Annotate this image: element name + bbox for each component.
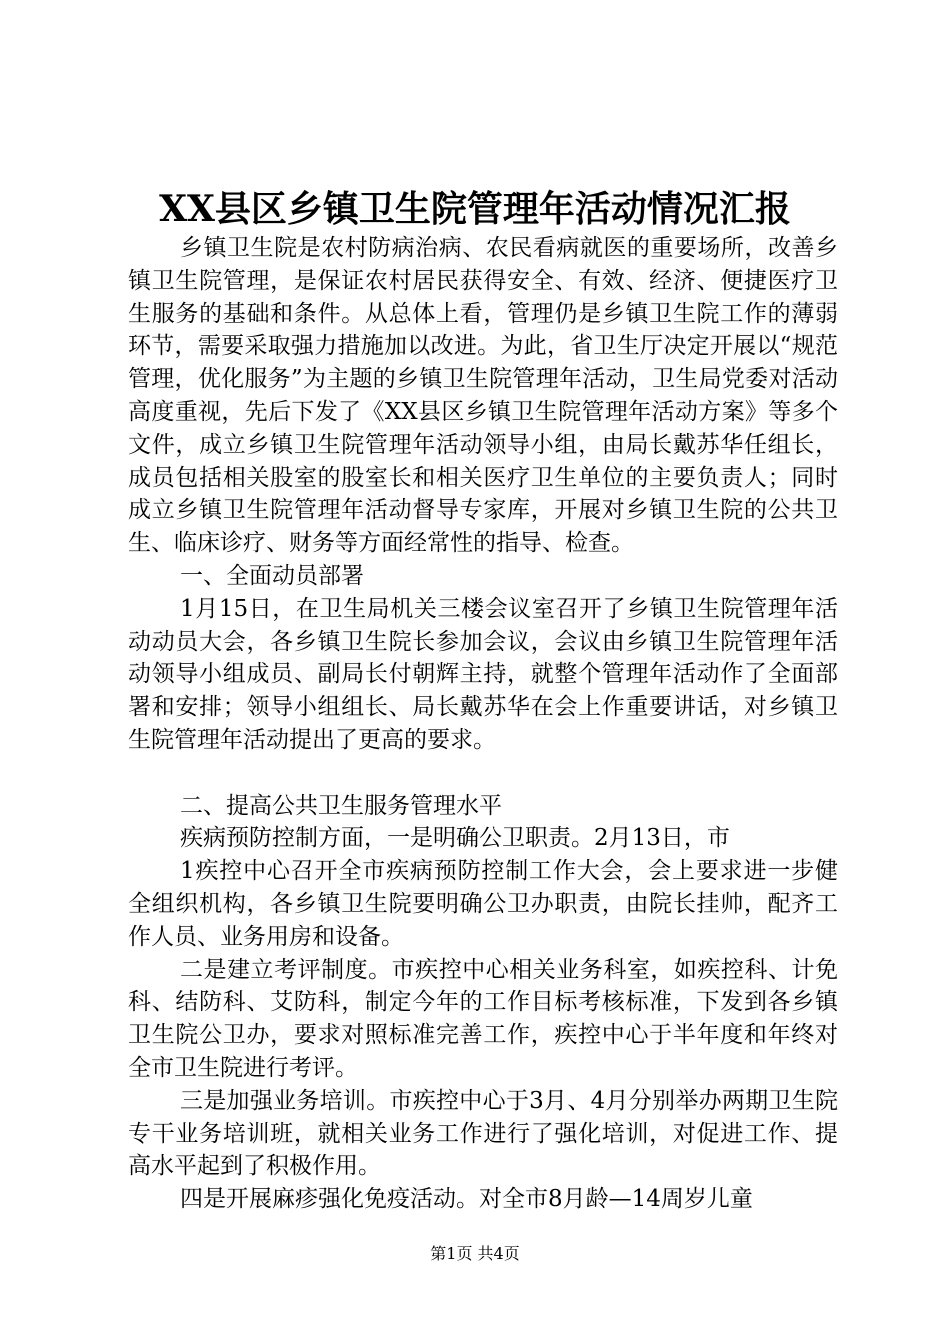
section-heading-1: 一、全面动员部署: [180, 562, 364, 589]
section-heading-2: 二、提高公共卫生服务管理水平: [180, 792, 502, 819]
paragraph-intro: 乡镇卫生院是农村防病治病、农民看病就医的重要场所，改善乡镇卫生院管理，是保证农村居民获得安全、有效、经济、便捷医疗卫生服务的基础和条件。从总体上看，管理仍是乡镇卫生院工作的薄弱环节，需要采取强力措施加以改进。为此，省卫生厅决定开展以“规范管理，优化服务”为主题的乡镇卫生院管理年活动，卫生局党委对活动高度重视，先后下发了《XX县区乡镇卫生院管理年活动方案》等多个文件，成立乡镇卫生院管理年活动领导小组，由局长戴苏华任组长，成员包括相关股室的股室长和相关医疗卫生单位的主要负责人；同时成立乡镇卫生院管理年活动督导专家库，开展对乡镇卫生院的公共卫生、临床诊疗、财务等方面经常性的指导、检查。: [128, 235, 838, 557]
page-footer: 第1页 共4页: [430, 1244, 520, 1263]
document-body: [128, 232, 838, 1216]
paragraph-disease-control: 疾病预防控制方面，一是明确公卫职责。2月13日，市: [180, 825, 730, 852]
paragraph-cdc-meeting: 1疾控中心召开全市疾病预防控制工作大会，会上要求进一步健全组织机构，各乡镇卫生院要明确公卫办职责，由院长挂帅，配齐工作人员、业务用房和设备。: [128, 858, 838, 950]
document-title: XX县区乡镇卫生院管理年活动情况汇报: [159, 188, 791, 230]
paragraph-training: 三是加强业务培训。市疾控中心于3月、4月分别举办两期卫生院专干业务培训班，就相关业务工作进行了强化培训，对促进工作、提高水平起到了积极作用。: [128, 1087, 838, 1180]
paragraph-evaluation: 二是建立考评制度。市疾控中心相关业务科室，如疾控科、计免科、结防科、艾防科，制定今年的工作目标考核标准，下发到各乡镇卫生院公卫办，要求对照标准完善工作，疾控中心于半年度和年终对全市卫生院进行考评。: [128, 956, 838, 1081]
paragraph-immunization: 四是开展麻疹强化免疫活动。对全市8月龄—14周岁儿童: [180, 1186, 753, 1213]
paragraph-mobilization: 1月15日，在卫生局机关三楼会议室召开了乡镇卫生院管理年活动动员大会，各乡镇卫生院长参加会议，会议由乡镇卫生院管理年活动领导小组成员、副局长付朝辉主持，就整个管理年活动作了全面部署和安排；领导小组组长、局长戴苏华在会上作重要讲话，对乡镇卫生院管理年活动提出了更高的要求。: [128, 595, 838, 753]
